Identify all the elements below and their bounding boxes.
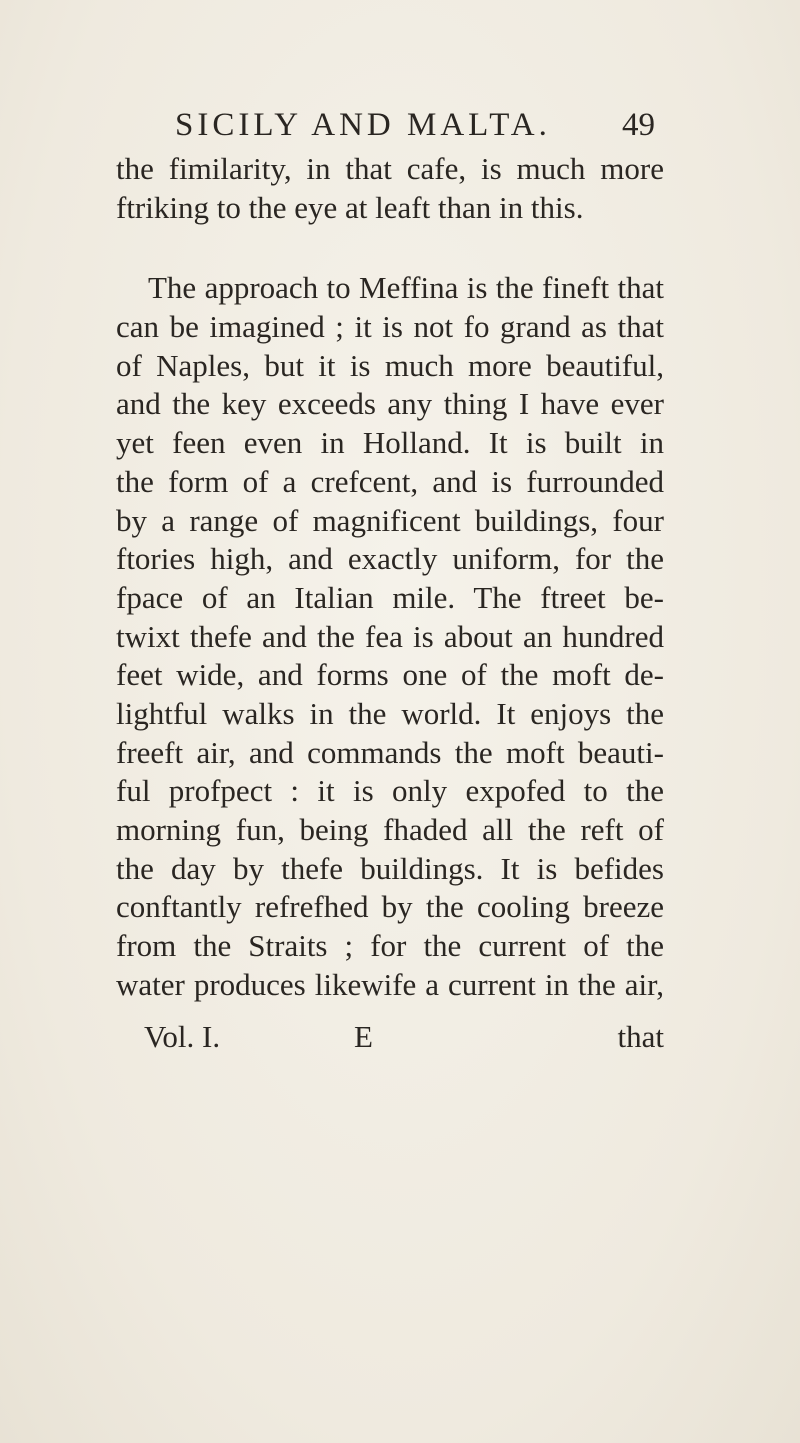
text-line: the fimilarity, in that cafe, is much more (116, 151, 664, 186)
text-line: the form of a crefcent, and is furrounded (116, 463, 664, 499)
text-line: from the Straits ; for the current of the (116, 928, 664, 964)
text-line: fpace of an Italian mile. The ftreet be- (116, 579, 664, 615)
text-line: the day by thefe buildings. It is befides (116, 850, 664, 886)
text-line: ftriking to the eye at leaft than in this. (116, 189, 584, 225)
text-line: lightful walks in the world. It enjoys the (116, 695, 664, 731)
signature-mark: E (354, 1019, 373, 1054)
text-line: by a range of magnificent buildings, four (116, 502, 664, 538)
text-line: water produces likewife a current in the air, (116, 966, 664, 1002)
page-number: 49 (622, 107, 655, 143)
text-line: can be imagined ; it is not fo grand as that (116, 309, 664, 345)
paragraph-break (116, 227, 664, 269)
page-header (175, 100, 655, 150)
text-line: yet feen even in Holland. It is built in (116, 425, 664, 461)
running-title: SICILY AND MALTA. (175, 107, 551, 143)
text-line: ful profpect : it is only expofed to the (116, 773, 664, 809)
volume-mark: Vol. I. (144, 1019, 221, 1054)
text-line: and the key exceeds any thing I have ever (116, 386, 664, 422)
text-line: ftories high, and exactly uniform, for the (116, 541, 664, 577)
text-line: feet wide, and forms one of the moft de- (116, 657, 664, 693)
page-footer (144, 1017, 664, 1057)
text-line: twixt thefe and the fea is about an hundred (116, 618, 664, 654)
text-line: conftantly refrefhed by the cooling breeze (116, 889, 664, 925)
text-line: The approach to Meffina is the fineft that (148, 270, 664, 306)
text-line: freeft air, and commands the moft beauti- (116, 734, 664, 770)
catchword: that (617, 1019, 664, 1054)
body-text (116, 150, 664, 1004)
text-line: of Naples, but it is much more beautiful, (116, 347, 664, 383)
text-line: morning fun, being fhaded all the reft of (116, 812, 664, 847)
